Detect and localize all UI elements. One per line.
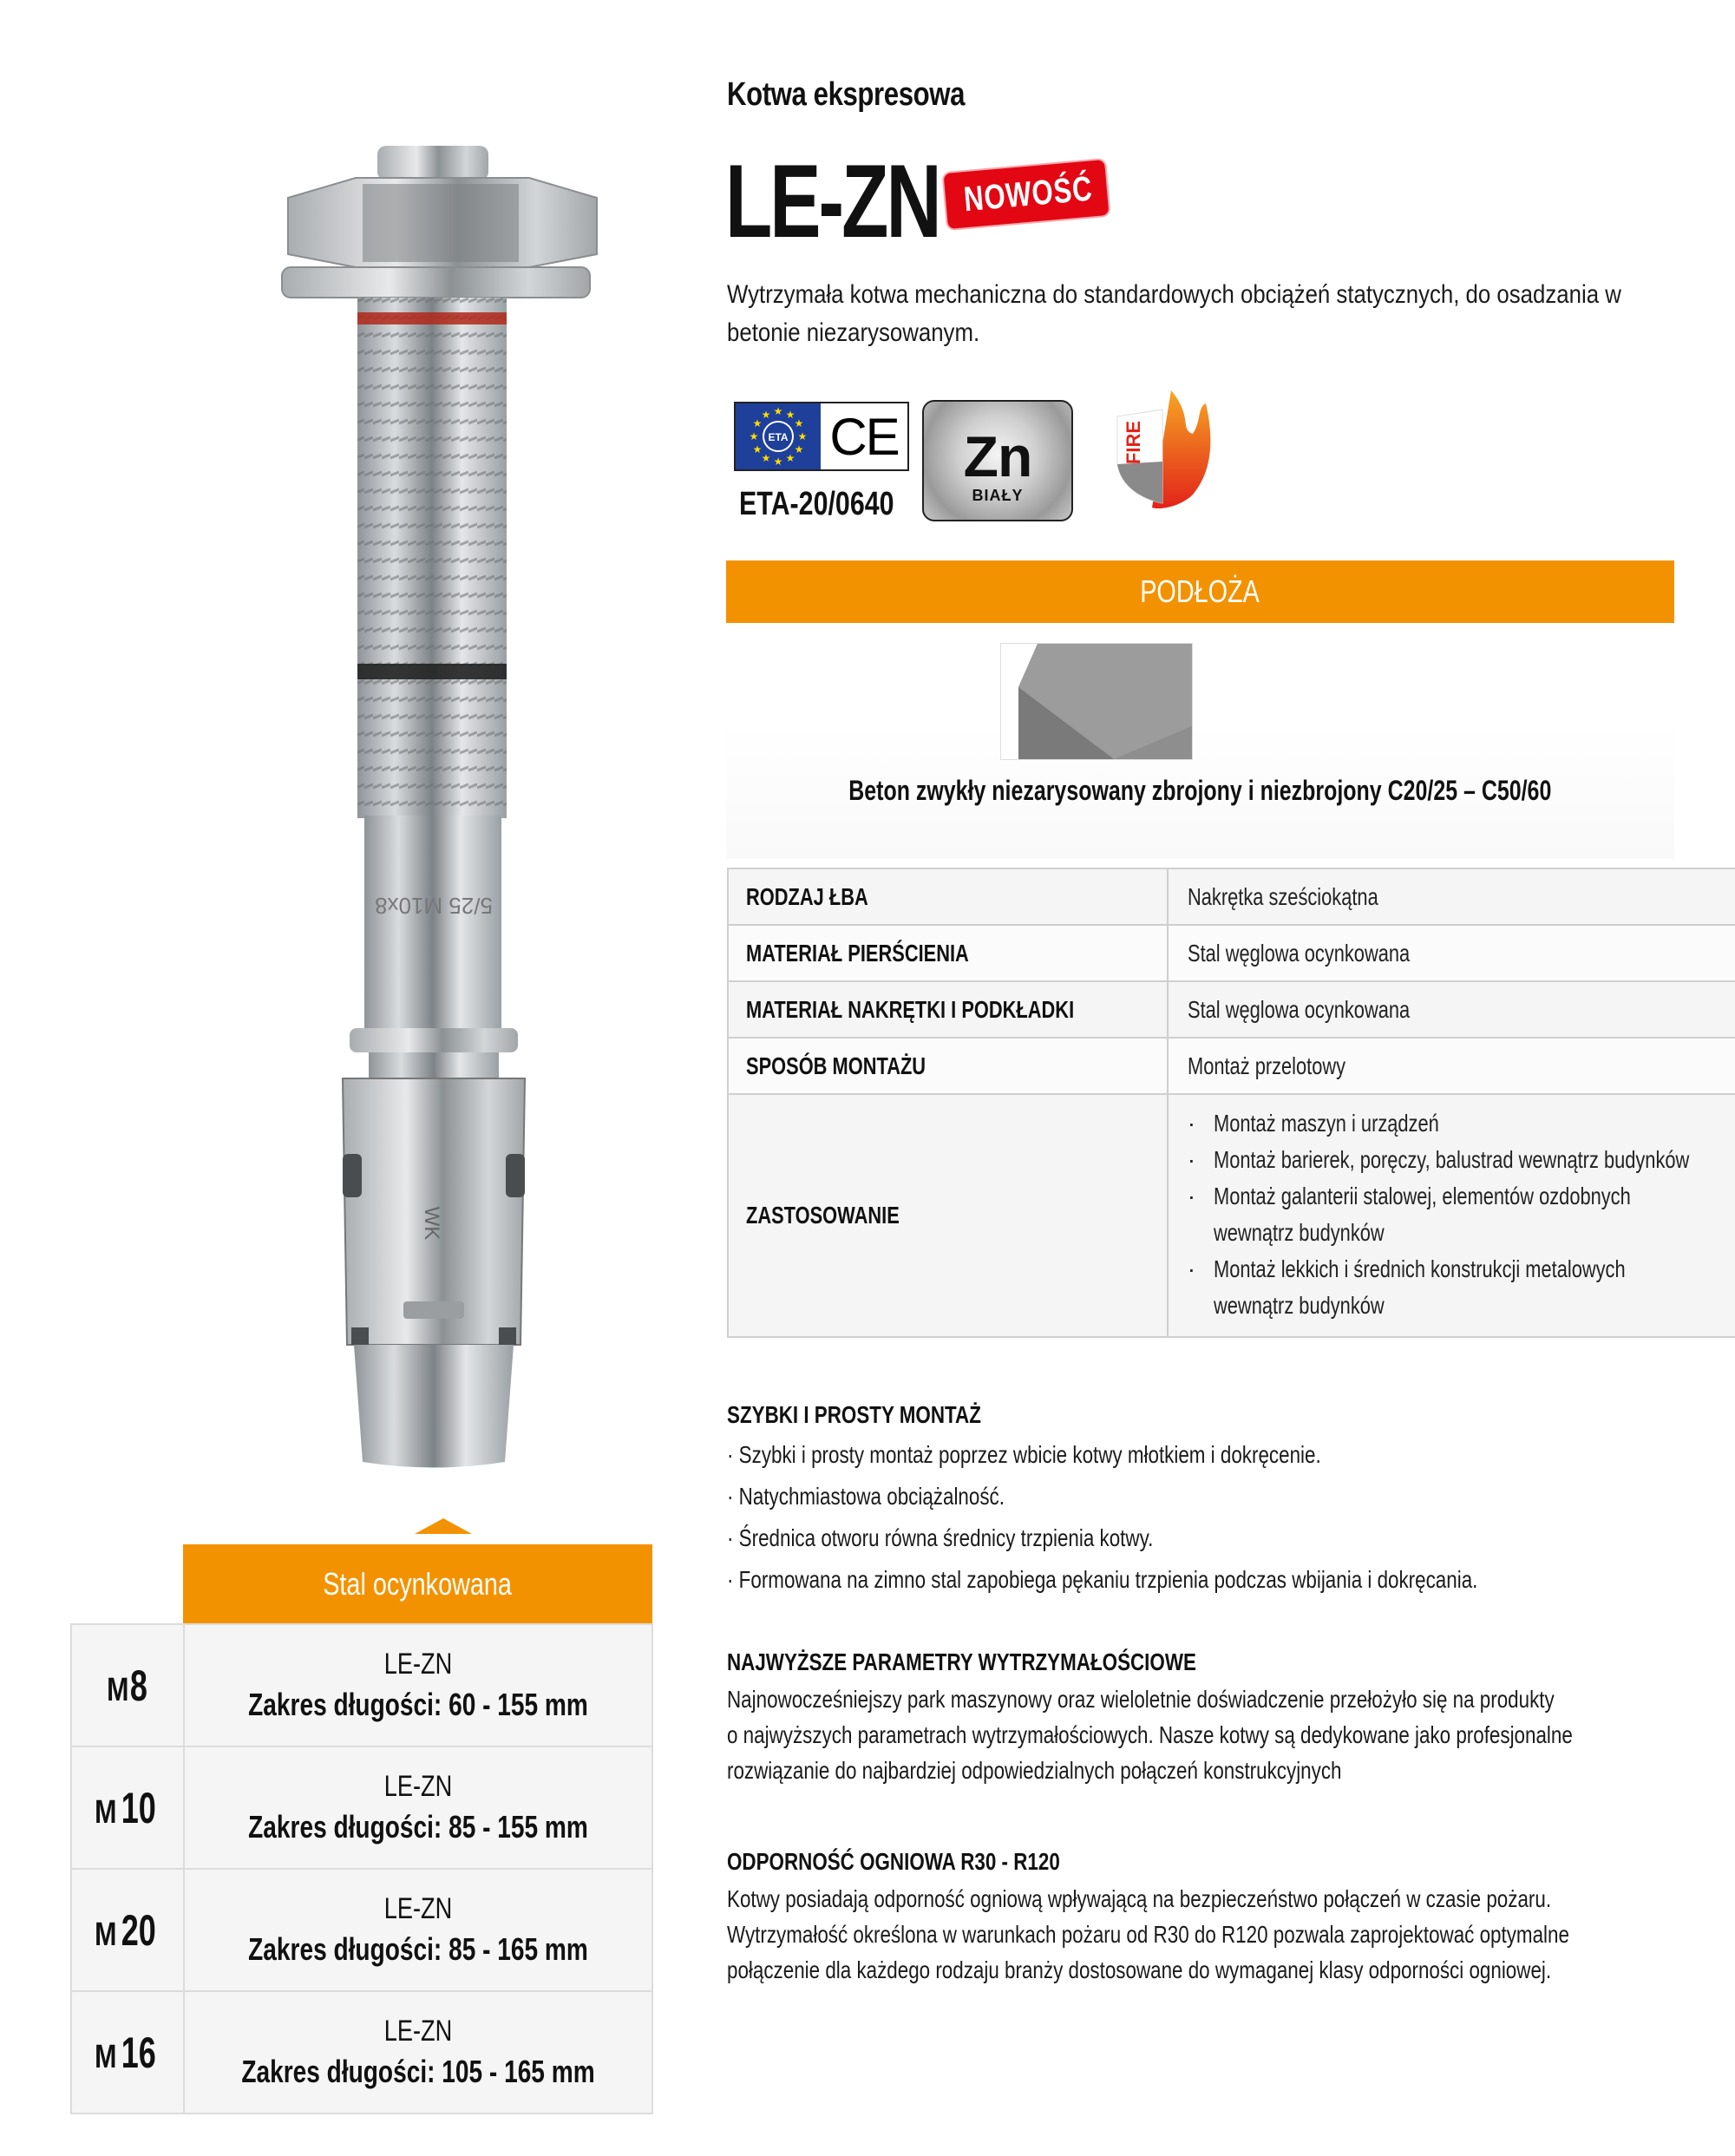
svg-text:★: ★ bbox=[749, 430, 759, 442]
svg-text:★: ★ bbox=[773, 455, 783, 468]
substrate-caption-text: Beton zwykły niezarysowany zbrojony i niezbrojony C20/25 – C50/60 bbox=[848, 775, 1552, 806]
feature-line: Kotwy posiadają odporność ogniową wpływającą na bezpieczeństwo połączeń w czasie pożaru. bbox=[727, 1885, 1552, 1912]
caret-up-icon bbox=[415, 1518, 472, 1534]
product-title: LE-ZN bbox=[725, 143, 940, 259]
spec-key: ZASTOSOWANIE bbox=[746, 1202, 900, 1229]
collar bbox=[350, 1028, 518, 1052]
shank bbox=[364, 816, 501, 1041]
variant-range: Zakres długości: 60 - 155 mm bbox=[248, 1687, 588, 1722]
black-o-ring bbox=[357, 664, 507, 679]
spec-row bbox=[728, 868, 1735, 925]
eta-code: ETA-20/0640 bbox=[739, 486, 894, 522]
variant-row bbox=[71, 1624, 652, 1746]
feature-line: · Średnica otworu równa średnicy trzpienia kotwy. bbox=[727, 1524, 1154, 1551]
spec-row-applications bbox=[728, 1094, 1735, 1337]
spec-key: RODZAJ ŁBA bbox=[746, 882, 868, 910]
svg-text:★: ★ bbox=[752, 443, 763, 455]
feature-title: NAJWYŻSZE PARAMETRY WYTRZYMAŁOŚCIOWE bbox=[727, 1648, 1196, 1675]
bolt-stud-top bbox=[377, 146, 488, 180]
feature-line: połączenie dla każdego rodzaju branży dostosowane do wymaganej klasy odporności ogniowej. bbox=[727, 1956, 1552, 1983]
feature-strength bbox=[727, 1648, 1735, 1788]
variant-size: M16 bbox=[71, 1991, 184, 2113]
svg-text:★: ★ bbox=[797, 430, 808, 442]
feature-title: SZYBKI I PROSTY MONTAŻ bbox=[727, 1401, 981, 1428]
zinc-symbol: Zn bbox=[963, 424, 1032, 488]
spec-key: MATERIAŁ PIERŚCIENIA bbox=[746, 939, 969, 967]
red-seal-ring bbox=[357, 312, 507, 324]
substrates-header-label: PODŁOŻA bbox=[1140, 573, 1260, 609]
svg-text:★: ★ bbox=[752, 417, 763, 429]
anchor-bolt-image bbox=[260, 130, 625, 1475]
bullet-icon: · bbox=[1187, 1255, 1196, 1282]
concrete-image bbox=[1000, 643, 1193, 760]
application-item: · Montaż galanterii stalowej, elementów ozdobnych wewnątrz budynków bbox=[1188, 1178, 1735, 1251]
spec-row bbox=[728, 981, 1735, 1038]
spec-row bbox=[728, 925, 1735, 981]
spec-key: SPOSÓB MONTAŻU bbox=[746, 1052, 926, 1079]
substrate-caption bbox=[726, 775, 1674, 807]
substrates-panel bbox=[726, 632, 1674, 859]
eu-stars-icon bbox=[736, 403, 821, 469]
svg-text:★: ★ bbox=[794, 443, 804, 455]
svg-text:ETA: ETA bbox=[768, 431, 789, 443]
variant-size: M20 bbox=[71, 1869, 184, 1991]
svg-text:★: ★ bbox=[761, 409, 771, 421]
variant-size: M8 bbox=[71, 1624, 184, 1746]
bullet-icon: · bbox=[1187, 1146, 1196, 1173]
variants-header bbox=[183, 1544, 652, 1623]
eta-ce-logo bbox=[734, 402, 909, 471]
variant-name: LE-ZN bbox=[383, 1892, 453, 1925]
variant-size: M10 bbox=[71, 1746, 184, 1869]
feature-line: Najnowocześniejszy park maszynowy oraz wieloletnie doświadczenie przełożyło się na produkty bbox=[727, 1686, 1555, 1713]
variant-row bbox=[71, 1869, 652, 1991]
application-item: · Montaż lekkich i średnich konstrukcji metalowych wewnątrz budynków bbox=[1188, 1251, 1735, 1324]
bullet-icon: · bbox=[1187, 1183, 1196, 1209]
new-badge bbox=[944, 160, 1110, 229]
zinc-label: BIAŁY bbox=[972, 487, 1024, 504]
feature-line: · Natychmiastowa obciążalność. bbox=[727, 1483, 1005, 1510]
zinc-white-badge bbox=[922, 400, 1073, 521]
svg-text:FIRE: FIRE bbox=[1123, 420, 1144, 465]
feature-line: · Formowana na zimno stal zapobiega pękaniu trzpienia podczas wbijania i dokręcania. bbox=[727, 1566, 1478, 1593]
svg-text:★: ★ bbox=[785, 452, 795, 464]
svg-text:★: ★ bbox=[761, 452, 771, 464]
application-item: · Montaż barierek, poręczy, balustrad wewnątrz budynków bbox=[1188, 1142, 1735, 1178]
variant-range: Zakres długości: 105 - 165 mm bbox=[241, 2054, 595, 2089]
variant-row bbox=[71, 1746, 652, 1869]
application-item: · Montaż maszyn i urządzeń bbox=[1188, 1105, 1735, 1142]
variant-range: Zakres długości: 85 - 165 mm bbox=[248, 1931, 588, 1967]
ce-mark-icon: CE bbox=[829, 407, 899, 466]
variant-name: LE-ZN bbox=[383, 1770, 453, 1803]
product-description bbox=[727, 276, 1699, 352]
substrates-header bbox=[726, 560, 1674, 623]
spec-table bbox=[727, 868, 1735, 1338]
svg-text:WK: WK bbox=[420, 1206, 443, 1241]
feature-line: rozwiązanie do najbardziej odpowiedzialnych połączeń konstrukcyjnych bbox=[727, 1757, 1342, 1784]
washer bbox=[282, 267, 590, 298]
spec-value: Stal węglowa ocynkowana bbox=[1187, 995, 1410, 1023]
svg-text:★: ★ bbox=[773, 405, 783, 417]
feature-line: o najwyższych parametrach wytrzymałościowych. Nasze kotwy są dedykowane jako profesjonalne bbox=[727, 1721, 1573, 1748]
variant-name: LE-ZN bbox=[383, 2015, 453, 2048]
variants-table bbox=[70, 1623, 653, 2114]
spec-value: Nakrętka sześciokątna bbox=[1187, 882, 1378, 910]
bullet-icon: · bbox=[1187, 1110, 1196, 1137]
cone-tip bbox=[354, 1345, 514, 1468]
variants-header-label: Stal ocynkowana bbox=[323, 1566, 513, 1602]
spec-value: Montaż przelotowy bbox=[1187, 1052, 1345, 1079]
variant-name: LE-ZN bbox=[383, 1648, 453, 1681]
feature-line: Wytrzymałość określona w warunkach pożaru od R30 do R120 pozwala zaprojektować optymalne bbox=[727, 1921, 1569, 1948]
product-category: Kotwa ekspresowa bbox=[727, 76, 965, 113]
svg-text:★: ★ bbox=[794, 417, 804, 429]
svg-text:★: ★ bbox=[785, 409, 795, 421]
feature-title: ODPORNOŚĆ OGNIOWA R30 - R120 bbox=[727, 1848, 1060, 1875]
spec-value: Stal węglowa ocynkowana bbox=[1187, 939, 1410, 967]
new-badge-label: NOWOŚĆ bbox=[962, 169, 1095, 220]
spec-key: MATERIAŁ NAKRĘTKI I PODKŁADKI bbox=[746, 995, 1075, 1023]
feature-line: · Szybki i prosty montaż poprzez wbicie kotwy młotkiem i dokręcenie. bbox=[727, 1441, 1321, 1468]
spec-row bbox=[728, 1038, 1735, 1094]
feature-fire-resistance bbox=[727, 1848, 1735, 1988]
fire-resistance-icon bbox=[1110, 382, 1214, 512]
variant-range: Zakres długości: 85 - 155 mm bbox=[248, 1809, 588, 1845]
variant-row bbox=[71, 1991, 652, 2113]
feature-quick-install bbox=[727, 1401, 1666, 1601]
svg-text:5/25 M10x8: 5/25 M10x8 bbox=[375, 893, 493, 919]
product-description-text: Wytrzymała kotwa mechaniczna do standardowych obciążeń statycznych, do osadzania w betonie niezarysowanym. bbox=[727, 280, 1621, 347]
